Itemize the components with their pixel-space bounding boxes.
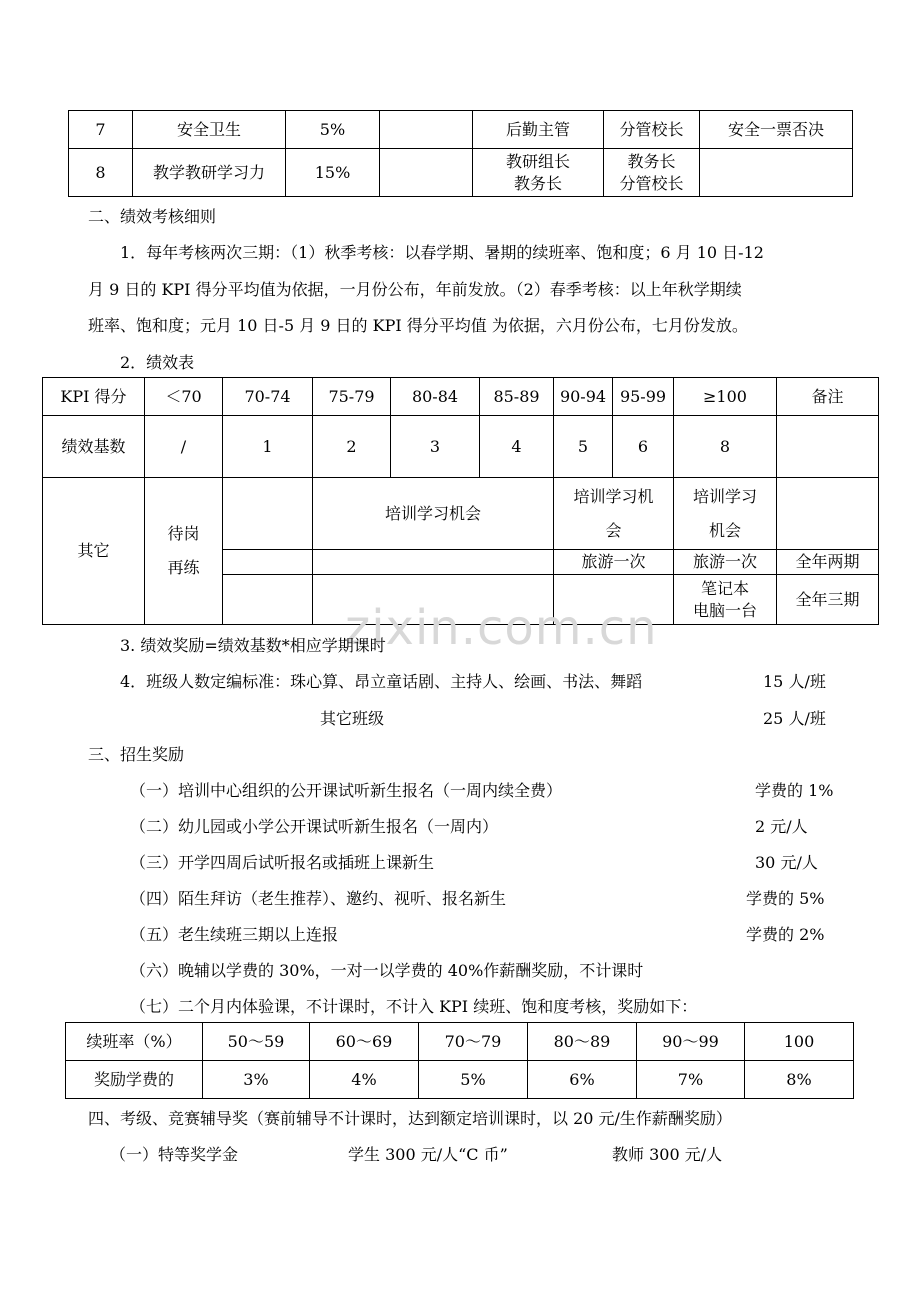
table-cell: 8% bbox=[745, 1061, 854, 1099]
table-row bbox=[43, 378, 879, 416]
table-cell: 安全一票否决 bbox=[700, 111, 853, 149]
table-cell: 5 bbox=[554, 416, 613, 478]
section-heading: 四、考级、竞赛辅导奖（赛前辅导不计课时，达到额定培训课时，以 20 元/生作薪酬奖励） bbox=[88, 1109, 732, 1128]
table-cell bbox=[223, 550, 313, 575]
table-cell: 4 bbox=[480, 416, 554, 478]
table-row bbox=[66, 1023, 854, 1061]
list-item-value: 学费的 2% bbox=[746, 925, 825, 944]
table-cell: 旅游一次 bbox=[554, 550, 674, 575]
paragraph-value: 15 人/班 bbox=[763, 672, 826, 691]
table-cell: 培训学习 机会 bbox=[674, 478, 777, 550]
table-cell: 奖励学费的 bbox=[66, 1061, 203, 1099]
table-cell: 7% bbox=[637, 1061, 745, 1099]
table-header-cell: 75-79 bbox=[313, 378, 391, 416]
table-cell bbox=[777, 478, 879, 550]
renewal-reward-table bbox=[65, 1022, 854, 1099]
table-cell: 教务长 分管校长 bbox=[604, 149, 700, 197]
table-cell: 旅游一次 bbox=[674, 550, 777, 575]
table-cell bbox=[777, 416, 879, 478]
table-cell: 2 bbox=[313, 416, 391, 478]
table-cell: 培训学习机会 bbox=[313, 478, 554, 550]
table-cell: 1 bbox=[223, 416, 313, 478]
table-cell: 全年三期 bbox=[777, 575, 879, 625]
table-cell: 安全卫生 bbox=[133, 111, 286, 149]
table-cell: 3 bbox=[391, 416, 480, 478]
performance-table bbox=[42, 377, 879, 625]
table-cell bbox=[380, 111, 473, 149]
table-cell: 4% bbox=[310, 1061, 419, 1099]
table-header-cell: 50～59 bbox=[203, 1023, 310, 1061]
table-row bbox=[69, 149, 853, 197]
list-item: （三）开学四周后试听报名或插班上课新生 bbox=[130, 853, 435, 872]
paragraph-line: 4．班级人数定编标准：珠心算、昂立童话剧、主持人、绘画、书法、舞蹈 bbox=[120, 672, 643, 691]
table-cell: 7 bbox=[69, 111, 133, 149]
table-header-cell: 70～79 bbox=[419, 1023, 528, 1061]
table-cell: 教研组长 教务长 bbox=[473, 149, 604, 197]
table-header-cell: 90-94 bbox=[554, 378, 613, 416]
table-row bbox=[69, 111, 853, 149]
table-cell: 其它 bbox=[43, 478, 145, 625]
table-row bbox=[43, 416, 879, 478]
table-row bbox=[66, 1061, 854, 1099]
list-item: （六）晚辅以学费的 30%，一对一以学费的 40%作薪酬奖励，不计课时 bbox=[130, 961, 644, 980]
table-cell: 待岗 再练 bbox=[145, 478, 223, 625]
list-item-value: 教师 300 元/人 bbox=[612, 1145, 723, 1164]
list-item: （四）陌生拜访（老生推荐）、邀约、视听、报名新生 bbox=[130, 889, 507, 908]
table-cell: 5% bbox=[286, 111, 380, 149]
table-cell: 6% bbox=[528, 1061, 637, 1099]
paragraph-line: 1．每年考核两次三期：（1）秋季考核：以春学期、暑期的续班率、饱和度；6 月 10 日-12 bbox=[120, 243, 764, 262]
table-cell: 全年两期 bbox=[777, 550, 879, 575]
table-cell: 3% bbox=[203, 1061, 310, 1099]
table-header-cell: KPI 得分 bbox=[43, 378, 145, 416]
paragraph-line: 班率、饱和度；元月 10 日-5 月 9 日的 KPI 得分平均值 为依据，六月份公布，七月份发放。 bbox=[88, 316, 748, 335]
table-header-cell: 90～99 bbox=[637, 1023, 745, 1061]
table-cell: 笔记本 电脑一台 bbox=[674, 575, 777, 625]
list-item: （一）培训中心组织的公开课试听新生报名（一周内续全费） bbox=[130, 781, 563, 800]
table-header-cell: ≥100 bbox=[674, 378, 777, 416]
paragraph-value: 25 人/班 bbox=[763, 709, 826, 728]
list-item-value: 30 元/人 bbox=[755, 853, 818, 872]
watermark: zixin.com.cn bbox=[345, 600, 658, 656]
table-header-cell: 续班率（%） bbox=[66, 1023, 203, 1061]
list-item-value: 2 元/人 bbox=[755, 817, 808, 836]
table-cell: 后勤主管 bbox=[473, 111, 604, 149]
list-item: （七）二个月内体验课，不计课时，不计入 KPI 续班、饱和度考核，奖励如下： bbox=[130, 997, 698, 1016]
table-header-cell: 85-89 bbox=[480, 378, 554, 416]
subheading: 2．绩效表 bbox=[120, 353, 195, 372]
table-header-cell: 80～89 bbox=[528, 1023, 637, 1061]
paragraph-line: 月 9 日的 KPI 得分平均值为依据，一月份公布，年前发放。（2）春季考核：以上年秋学期续 bbox=[88, 280, 742, 299]
list-item-value: 学费的 1% bbox=[755, 781, 834, 800]
table-header-cell: 80-84 bbox=[391, 378, 480, 416]
table-row bbox=[43, 478, 879, 550]
section-heading: 二、绩效考核细则 bbox=[88, 207, 217, 226]
list-item-value: 学费的 5% bbox=[746, 889, 825, 908]
table-header-cell: 70-74 bbox=[223, 378, 313, 416]
list-item: （五）老生续班三期以上连报 bbox=[130, 925, 339, 944]
table-header-cell: ＜70 bbox=[145, 378, 223, 416]
section-heading: 三、招生奖励 bbox=[88, 745, 185, 764]
table-cell: 15% bbox=[286, 149, 380, 197]
paragraph-line: 其它班级 bbox=[320, 709, 385, 728]
table-cell: 培训学习机 会 bbox=[554, 478, 674, 550]
list-item: （二）幼儿园或小学公开课试听新生报名（一周内） bbox=[130, 817, 499, 836]
table-cell bbox=[223, 575, 313, 625]
list-item-value: 学生 300 元/人“C 币” bbox=[348, 1145, 508, 1164]
table-header-cell: 备注 bbox=[777, 378, 879, 416]
table-cell: / bbox=[145, 416, 223, 478]
table-header-cell: 95-99 bbox=[613, 378, 674, 416]
table-cell bbox=[700, 149, 853, 197]
table-cell bbox=[380, 149, 473, 197]
table-cell: 教学教研学习力 bbox=[133, 149, 286, 197]
kpi-items-table bbox=[68, 110, 853, 197]
table-cell: 5% bbox=[419, 1061, 528, 1099]
table-cell: 6 bbox=[613, 416, 674, 478]
paragraph-line: 3. 绩效奖励=绩效基数*相应学期课时 bbox=[120, 636, 386, 655]
table-cell: 8 bbox=[674, 416, 777, 478]
table-cell: 8 bbox=[69, 149, 133, 197]
table-cell bbox=[313, 550, 554, 575]
table-header-cell: 60～69 bbox=[310, 1023, 419, 1061]
list-item: （一）特等奖学金 bbox=[110, 1145, 239, 1164]
table-cell bbox=[223, 478, 313, 550]
table-header-cell: 100 bbox=[745, 1023, 854, 1061]
table-cell: 绩效基数 bbox=[43, 416, 145, 478]
table-cell: 分管校长 bbox=[604, 111, 700, 149]
